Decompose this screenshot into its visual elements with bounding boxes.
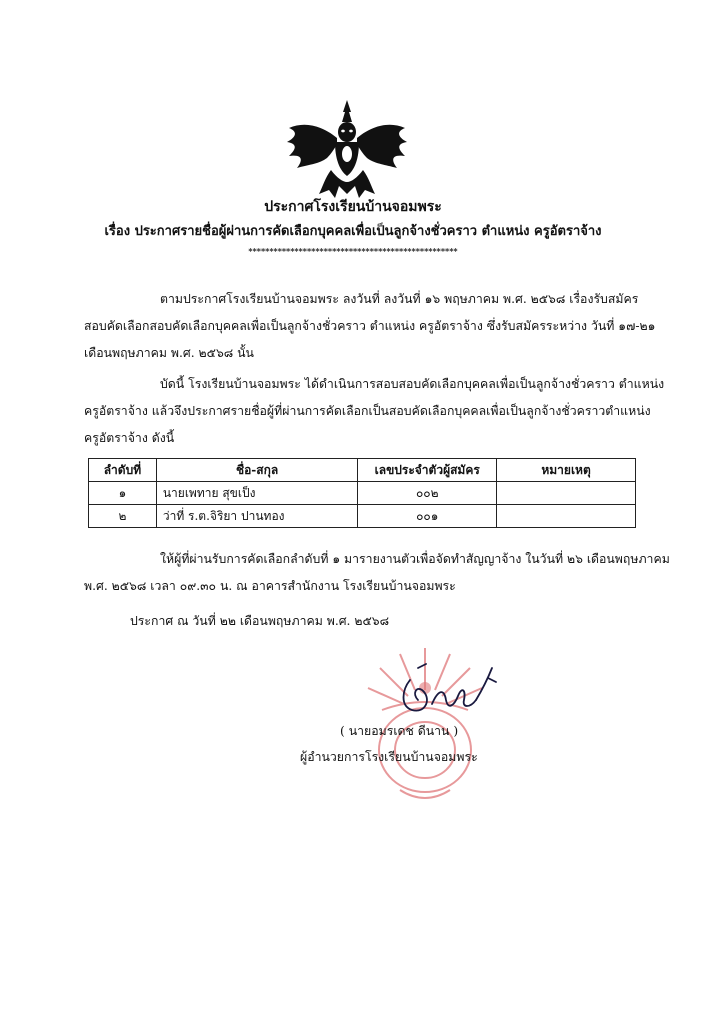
row-order: ๒ (89, 505, 157, 528)
paragraph-2-line-2: ครูอัตราจ้าง แล้วจึงประกาศรายชื่อผู้ที่ผ่านการคัดเลือกเป็นสอบคัดเลือกบุคคลเพื่อเป็นลูกจ้างชั่วคราวตำแหน่ง (84, 404, 651, 418)
row-remark (497, 482, 636, 505)
signatory-name: ( นายอมรเดช ดีนาน ) (340, 724, 459, 738)
paragraph-3-line-2: พ.ศ. ๒๕๖๘ เวลา ๐๙.๓๐ น. ณ อาคารสำนักงาน โรงเรียนบ้านจอมพระ (84, 579, 456, 593)
paragraph-3-line-1: ให้ผู้ที่ผ่านรับการคัดเลือกลำดับที่ ๑ มารายงานตัวเพื่อจัดทำสัญญาจ้าง ในวันที่ ๒๖ เดือนพฤษภาคม (160, 552, 670, 566)
handwritten-signature-icon (392, 660, 502, 724)
header-remark: หมายเหตุ (497, 459, 636, 482)
paragraph-2-line-3: ครูอัตราจ้าง ดังนี้ (84, 431, 175, 445)
announcement-date: ประกาศ ณ วันที่ ๒๒ เดือนพฤษภาคม พ.ศ. ๒๕๖๘ (130, 614, 390, 628)
row-applicant-id: ๐๐๒ (358, 482, 497, 505)
row-name: นายเพทาย สุขเป็ง (156, 482, 357, 505)
paragraph-1-line-2: สอบคัดเลือกสอบคัดเลือกบุคคลเพื่อเป็นลูกจ้างชั่วคราว ตำแหน่ง ครูอัตราจ้าง ซึ่งรับสมัครระหว่าง วันที่ ๑๗-๒๑ (84, 319, 656, 333)
paragraph-1-line-3: เดือนพฤษภาคม พ.ศ. ๒๕๖๘ นั้น (84, 346, 254, 360)
separator-line: ************************************************** (248, 246, 458, 256)
table-row (89, 482, 636, 505)
row-order: ๑ (89, 482, 157, 505)
paragraph-2-line-1: บัดนี้ โรงเรียนบ้านจอมพระ ได้ดำเนินการสอบสอบคัดเลือกบุคคลเพื่อเป็นลูกจ้างชั่วคราว ตำแหน่ง (160, 377, 665, 391)
announcement-subject: เรื่อง ประกาศรายชื่อผู้ผ่านการคัดเลือกบุคคลเพื่อเป็นลูกจ้างชั่วคราว ตำแหน่ง ครูอัตราจ้าง (104, 224, 602, 239)
garuda-emblem-icon (285, 98, 409, 204)
table-row (89, 505, 636, 528)
header-order: ลำดับที่ (89, 459, 157, 482)
header-applicant-id: เลขประจำตัวผู้สมัคร (358, 459, 497, 482)
row-name: ว่าที่ ร.ต.จิริยา ปานทอง (156, 505, 357, 528)
results-table (88, 458, 636, 528)
header-name: ชื่อ-สกุล (156, 459, 357, 482)
row-remark (497, 505, 636, 528)
signatory-position: ผู้อำนวยการโรงเรียนบ้านจอมพระ (300, 750, 478, 764)
paragraph-1-line-1: ตามประกาศโรงเรียนบ้านจอมพระ ลงวันที่ ลงวันที่ ๑๖ พฤษภาคม พ.ศ. ๒๕๖๘ เรื่องรับสมัคร (160, 292, 639, 306)
row-applicant-id: ๐๐๑ (358, 505, 497, 528)
announcement-title: ประกาศโรงเรียนบ้านจอมพระ (264, 199, 442, 215)
table-header-row (89, 459, 636, 482)
